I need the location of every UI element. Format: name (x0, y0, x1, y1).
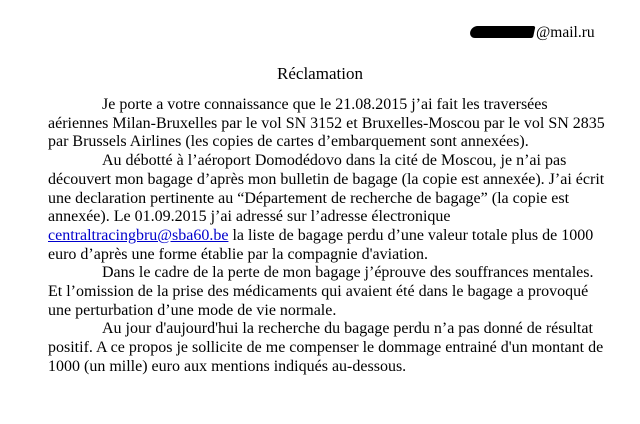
redacted-username (469, 26, 536, 38)
paragraph-2-text: Au débotté à l’aéroport Domodédovo dans la cité de Moscou, je n’ai pas découvert mon bagage d’après mon bulletin de bagage (la copie est annexée). J’ai écrit une declaration pertinente au “Département de recherche de bagage” (la copie est annexée). Le 01.09.2015 j’ai adressé sur l’adresse électronique (48, 152, 605, 226)
document-title: Réclamation (277, 64, 363, 83)
paragraph-4: Au jour d'aujourd'hui la recherche du bagage perdu n’a pas donné de résultat positif. A ce propos je sollicite de me compenser le dommage entrainé d'un montant de 1000 (un mille) euro aux mentions indiqués au-dessous. (48, 320, 604, 375)
email-domain: @mail.ru (536, 24, 595, 41)
sender-email (470, 24, 595, 42)
paragraph-1: Je porte a votre connaissance que le 21.08.2015 j’ai fait les traversées aériennes Milan-Bruxelles par le vol SN 3152 et Bruxelles-Moscou par le vol SN 2835 par Brussels Airlines (les copies de cartes d’embarquement sont annexées). (48, 96, 605, 151)
paragraph-2 (48, 152, 608, 264)
document-body (48, 96, 608, 377)
email-link[interactable]: centraltracingbru@sba60.be (48, 226, 229, 244)
paragraph-3: Dans le cadre de la perte de mon bagage j’éprouve des souffrances mentales. Et l’omission de la prise des médicaments qui avaient été dans le bagage a provoqué une perturbation d’une mode de vie normale. (48, 264, 594, 319)
paragraph-2-tail: la liste de bagage perdu d’une valeur totale plus de 1000 euro d’après une forme établie par la compagnie d'aviation. (48, 226, 594, 263)
